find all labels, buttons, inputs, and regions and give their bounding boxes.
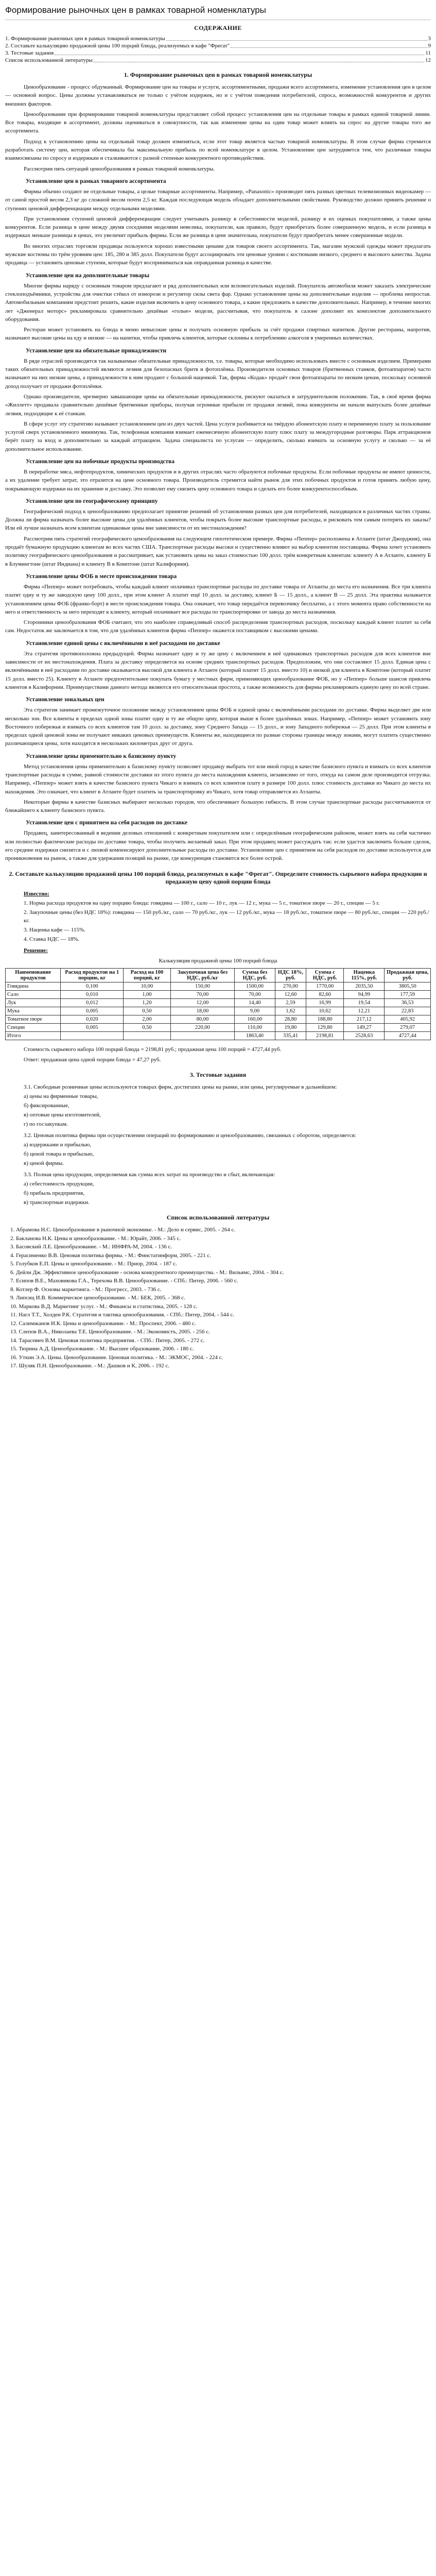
table-cell: 2528,63 xyxy=(344,1031,385,1040)
section-1-title: 1. Формирование рыночных цен в рамках товарной номенклатуры xyxy=(124,71,312,78)
paragraph: Стоимость сырьевого набора 100 порций блюда = 2198,81 руб.; продажная цена 100 порций = 4727,44 руб. xyxy=(24,1046,282,1053)
table-cell: 12,00 xyxy=(170,998,234,1007)
reference-item: 9. Липсиц И.В. Коммерческое ценообразование. - М.: БЕК, 2005. - 368 с. xyxy=(10,1295,185,1301)
reference-item: 6. Дейли Дж. Эффективное ценообразование - основа конкурентного преимущества. - М.: Вильямс, 2004. - 304 с. xyxy=(10,1269,284,1276)
table-cell: Специи xyxy=(6,1023,61,1031)
subsection-title: Установление цен на дополнительные товары xyxy=(26,272,149,279)
paragraph: Сторонники ценообразования ФОБ считают, что это наиболее справедливый способ распределения транспортных расходов, поскольку каждый клиент платит за себя сам. Недостаток же заключается в том, что для удалённых клиентов фирма «Пеппер» окажется поставщиком с высокими ценами. xyxy=(5,619,431,634)
subsection-title: Установление зональных цен xyxy=(26,697,104,703)
table-cell: 10,62 xyxy=(306,1007,344,1015)
table-header-cell: Расход на 100 порций, кг xyxy=(124,968,171,982)
section-1-subsections xyxy=(5,178,431,863)
reference-item: 17. Шуляк П.Н. Ценообразование. - М.: Дашков и К, 2006. - 192 с. xyxy=(10,1363,170,1369)
paragraph: При установлении ступеней ценовой дифференциации следует учитывать разницу в себестоимости моделей, разницу в их оценках покупателями, а также цены конкурентов. Если разница в цене между двумя соседними моделями невелика, покупатели, как правило, будут приобретать более совершенную модель, и если разница в издержках меньше разницы в ценах, это увеличит прибыль фирмы. Если же разница в цене значительна, покупатели будут приобретать менее совершенные модели. xyxy=(5,215,431,239)
table-cell: 2,59 xyxy=(275,998,306,1007)
reference-item: 2. Бакланова Н.К. Цены и ценообразование. - М.: Юрайт, 2006. - 345 с. xyxy=(10,1235,181,1242)
toc-item-page: 11 xyxy=(425,50,431,56)
table-cell: 28,80 xyxy=(275,1015,306,1023)
question-1: 3.1. Свободные розничные цены используются товарах фирм, достигших цены на рынке, или цены, регулируемые в дальнейшем: xyxy=(24,1084,337,1091)
table-cell: 18,00 xyxy=(170,1007,234,1015)
answer-option: б) прибыль предприятия, xyxy=(24,1190,85,1197)
subsection-title: Установление цены применительно к базисному пункту xyxy=(26,753,177,759)
reference-item: 7. Есипов В.Е., Маховикова Г.А., Терехова В.В. Ценообразование. - СПб.: Питер, 2006. - 560 с. xyxy=(10,1278,238,1284)
table-cell: 1,20 xyxy=(124,998,171,1007)
table-cell: 335,41 xyxy=(275,1031,306,1040)
table-header-cell: Продажная цена, руб. xyxy=(385,968,431,982)
reference-item: 8. Котлер Ф. Основы маркетинга. - М.: Прогресс, 2003. - 736 с. xyxy=(10,1286,162,1293)
table-row xyxy=(6,1023,431,1031)
reference-item: 10. Маркова В.Д. Маркетинг услуг. - М.: Финансы и статистика, 2005. - 128 с. xyxy=(10,1303,198,1310)
table-cell: 82,60 xyxy=(306,990,344,998)
table-cell: 94,99 xyxy=(344,990,385,998)
toc-leader xyxy=(55,49,424,55)
table-cell: 0,020 xyxy=(61,1015,124,1023)
table-row xyxy=(6,1015,431,1023)
table-caption: Калькуляция продажной цены 100 порций блюда xyxy=(159,957,277,964)
table-cell: 14,40 xyxy=(235,998,275,1007)
paragraph: Рассмотрим пять стратегий географического ценообразования на следующем гипотетическом примере. Фирма «Пеппер» расположена в Атланте (штат Джорджия), она продаёт бумажную продукцию клиентам во всех частях США. Транспортные расходы высоки и существенно влияют на выбор клиентом поставщика. Фирма хочет установить политику географического ценообразования и рассматривает, как установить цены на заказ стоимостью 100 долл. трём конкретным клиентам: клиенту А в Атланте, клиенту Б в Блумингтоне (штат Индиана) и клиенту В в Комптоне (штат Калифорния). xyxy=(5,535,431,567)
table-cell: 0,005 xyxy=(61,1007,124,1015)
table-cell: 10,00 xyxy=(124,982,171,990)
paragraph: Фирмы обычно создают не отдельные товары, а целые товарные ассортименты. Например, «Panasonic» производит пять разных цветных телевизионных видеокамер — от самой простой весом 2,3 кг до сложной весом почти 2,5 кг. Каждая последующая модель обладает дополнительными свойствами. Руководство должно принять решение о ступенях ценовой дифференциации между отдельными моделями. xyxy=(5,188,431,212)
references-title: Список использованной литературы xyxy=(166,1214,270,1222)
reference-item: 12. Салимжанов И.К. Цены и ценообразование. - М.: Проспект, 2006. - 480 с. xyxy=(10,1320,196,1327)
table-cell: 1770,00 xyxy=(306,982,344,990)
table-row xyxy=(6,1031,431,1040)
table-cell: 1500,00 xyxy=(235,982,275,990)
reference-item: 16. Уткин Э.А. Цены. Ценообразование. Ценовая политика. - М.: ЭКМОС, 2004. - 224 с. xyxy=(10,1354,223,1361)
table-header-cell: Сумма с НДС, руб. xyxy=(306,968,344,982)
table-cell: 188,80 xyxy=(306,1015,344,1023)
given-item: 2. Закупочные цены (без НДС 18%): говядина — 150 руб./кг., сало — 70 руб./кг., лук — 12 руб./кг., мука — 18 руб./кг., томатное пюре — 80 руб./кг., специи — 220 руб./кг. xyxy=(24,909,429,924)
table-cell: 19,80 xyxy=(275,1023,306,1031)
toc-item-label: 1. Формирование рыночных цен в рамках товарной номенклатуры xyxy=(5,36,165,42)
section-2-title: 2. Составьте калькуляцию продажной цены 100 порций блюда, реализуемых в кафе "Фрегат". Определите стоимость сырьевого набора продукции и продажную цену одной порции блюда xyxy=(9,870,427,885)
table-cell: Сало xyxy=(6,990,61,998)
paragraph: Однако производители, чрезмерно завышающие цены на обязательные принадлежности, рискуют оказаться в затруднительном положении. Так, в своё время фирма «Жиллетт» продавала сравнительно дешёвые бритвенные приборы, получая огромные прибыли от продажи лезвий, пока конкуренты не начали выпускать более дешёвые лезвия, подходящие к её станкам. xyxy=(5,393,431,417)
table-cell: 4727,44 xyxy=(385,1031,431,1040)
reference-item: 4. Герасименко В.В. Ценовая политика фирмы. - М.: Финстатинформ, 2005. - 221 с. xyxy=(10,1252,211,1259)
table-cell: Томатное пюре xyxy=(6,1015,61,1023)
table-cell: 1,00 xyxy=(124,990,171,998)
table-cell: 150,00 xyxy=(170,982,234,990)
solution-title: Решение: xyxy=(24,947,48,954)
paragraph: Эта стратегия занимает промежуточное положение между установлением цены ФОБ и единой цены с включёнными расходами по доставке. Фирма выделяет две или несколько зон. Все клиенты в пределах одной зоны платят одну и ту же общую цену, которая выше в более удалённых зонах. Например, «Пеппер» может установить зону Восточного побережья и взимать со всех клиентов там 10 долл. за доставку, зону Среднего Запада — 15 долл., и зону Западного побережья — 25 долл. При этом клиенты в пределах одной ценовой зоны не получают никаких ценовых преимуществ. Клиенты же, находящиеся по разные стороны границы между зонами, могут платить существенно различающиеся цены, хотя находятся в нескольких километрах друг от друга. xyxy=(5,707,431,747)
toc-item-page: 9 xyxy=(428,43,431,49)
page-title: Формирование рыночных цен в рамках товарной номенклатуры xyxy=(5,5,266,15)
table-cell: 110,00 xyxy=(235,1023,275,1031)
table-cell: 129,80 xyxy=(306,1023,344,1031)
paragraph: Метод установления цены применительно к базисному пункту позволяет продавцу выбрать тот или иной город в качестве базисного пункта и взимать со всех клиентов транспортные расходы в сумме, равной стоимости доставки из этого пункта до места нахождения клиента, независимо от того, откуда на самом деле производится отгрузка. Например, «Пеппер» может взять в качестве базисного пункта Чикаго и взимать со всех клиентов плату в размере 100 долл. плюс стоимость доставки из Чикаго до места их нахождения. Это означает, что клиент в Атланте будет платить за транспортировку из Чикаго, хотя товар отправляется из Атланты. xyxy=(5,763,431,795)
subsection-title: Установление цен по географическому принципу xyxy=(26,498,158,504)
reference-item: 13. Слепов В.А., Николаева Т.Е. Ценообразование. - М.: Экономистъ, 2005. - 256 с. xyxy=(10,1329,210,1335)
paragraph: Ресторан может установить на блюда в меню невысокие цены и получать основную прибыль за счёт продажи спиртных напитков. Другие рестораны, напротив, назначают высокие цены на еду и низкие — на напитки, чтобы привлечь клиентов, которые склонны к потреблению алкоголя в умеренных количествах. xyxy=(5,327,431,342)
answer-option: б) ценой товара и прибылью, xyxy=(24,1151,94,1158)
subsection-title: Установление цены ФОБ в месте происхождения товара xyxy=(26,573,177,580)
table-body xyxy=(6,982,431,1040)
table-cell: 22,83 xyxy=(385,1007,431,1015)
question-2-options xyxy=(24,1141,431,1167)
paragraph: Некоторые фирмы в качестве базисных выбирают несколько городов, что обеспечивает большую гибкость. В этом случае транспортные расходы рассчитываются от ближайшего к клиенту базисного пункта. xyxy=(5,799,431,814)
table-cell: 220,00 xyxy=(170,1023,234,1031)
toc-list xyxy=(5,35,431,64)
table-cell xyxy=(124,1031,171,1040)
answer-option: в) транспортные издержки. xyxy=(24,1199,90,1206)
paragraph: В сфере услуг эту стратегию называют установлением цен из двух частей. Цена услуги разбивается на твёрдую абонентскую плату и переменную плату за пользование услугой сверх установленного минимума. Так, телефонная компания взимает ежемесячную абонентскую плату плюс плату за междугородные разговоры. Парк аттракционов берёт плату за вход и дополнительно за каждый аттракцион. Задача специалиста по услугам — определить, сколько взимать за основную услугу и сколько — за её дополнительное использование. xyxy=(5,420,431,452)
toc-item xyxy=(5,35,431,42)
table-cell: 405,92 xyxy=(385,1015,431,1023)
calculation-table xyxy=(5,968,431,1040)
reference-item: 14. Тарасевич В.М. Ценовая политика предприятия. - СПб.: Питер, 2005. - 272 с. xyxy=(10,1337,205,1344)
table-cell: Лук xyxy=(6,998,61,1007)
table-cell: 149,27 xyxy=(344,1023,385,1031)
table-cell: 1,62 xyxy=(275,1007,306,1015)
paragraph: Географический подход к ценообразованию предполагает принятие решений об установлении разных цен для потребителей, находящихся в различных частях страны. Должна ли фирма назначать более высокие цены для удалённых клиентов, чтобы покрыть более высокие транспортные расходы, и рисковать тем самым потерять их заказы? Или ей лучше назначать всем клиентам одинаковые цены вне зависимости от их местонахождения? xyxy=(5,508,431,532)
table-cell: 270,00 xyxy=(275,982,306,990)
table-cell: 0,50 xyxy=(124,1023,171,1031)
table-header-cell: Закупочная цена без НДС, руб./кг xyxy=(170,968,234,982)
table-cell: 177,59 xyxy=(385,990,431,998)
toc-item-label: 3. Тестовые задания xyxy=(5,50,54,56)
table-cell: 0,012 xyxy=(61,998,124,1007)
question-2: 3.2. Ценовая политика фирмы при осуществлении операций по формированию и ценообразованию, связанных с оборотом, определяется: xyxy=(24,1132,356,1139)
toc-item-label: Список использованной литературы xyxy=(5,57,93,63)
subsection-title: Установление единой цены с включёнными в неё расходами по доставке xyxy=(26,640,220,647)
table-cell: 70,00 xyxy=(235,990,275,998)
answer-option: г) по госзакупкам. xyxy=(24,1121,68,1128)
paragraph: В переработке мяса, нефтепродуктов, химических продуктов и в других отраслях часто образуются побочные продукты. Если побочные продукты не имеют ценности, а их удаление требует затрат, это отразится на цене основного товара. Производитель стремится найти рынок для этих побочных продуктов и готов принять любую цену, покрывающую издержки на их хранение и доставку. Это позволит ему снизить цену основного товара и сделать его более конкурентоспособным. xyxy=(5,468,431,492)
section-1-intro xyxy=(5,83,431,173)
table-cell: 80,00 xyxy=(170,1015,234,1023)
table-cell: 2198,81 xyxy=(306,1031,344,1040)
reference-item: 11. Нагл Т.Т., Холден Р.К. Стратегия и тактика ценообразования. - СПб.: Питер, 2004. - 544 с. xyxy=(10,1312,235,1318)
question-3: 3.3. Полная цена продукции, определяемая как сумма всех затрат на производство и сбыт, включающая: xyxy=(24,1172,275,1178)
question-3-options xyxy=(24,1180,431,1207)
paragraph: В ряде отраслей производятся так называемые обязательные принадлежности, т.е. товары, которые необходимо использовать вместе с основным изделием. Примерами таких обязательных принадлежностей являются лезвия для безопасных бритв и фотоплёнка. Производители основных товаров (бритвенных станков, фотоаппаратов) часто назначают на них низкие цены, а принадлежности к ним продают с большой наценкой. Так, фирма «Кодак» продаёт свои фотоаппараты по низким ценам, поскольку основной доход получает от продажи фотоплёнки. xyxy=(5,358,431,389)
toc-item xyxy=(5,57,431,64)
given-item: 3. Наценка кафе — 115%. xyxy=(24,926,85,933)
table-header-cell: НДС 18%, руб. xyxy=(275,968,306,982)
table-cell: 2035,50 xyxy=(344,982,385,990)
table-row xyxy=(6,1007,431,1015)
table-cell: 16,99 xyxy=(306,998,344,1007)
toc-item-label: 2. Составьте калькуляцию продажной цены 100 порций блюда, реализуемых в кафе "Фрегат" xyxy=(5,43,230,49)
paragraph: Ценообразование при формировании товарной номенклатуры представляет собой процесс установления цен на отдельные товары в рамках единой товарной линии. Все товары, входящие в ассортимент, должны оцениваться в совокупности, так как изменение цены на один товар может влиять на спрос на другие товары того же ассортимента. xyxy=(5,111,431,134)
subsection-title: Установление цен на побочные продукты производства xyxy=(26,458,175,465)
table-cell xyxy=(170,1031,234,1040)
reference-item: 3. Басовский Л.Е. Ценообразование. - М.: ИНФРА-М, 2004. - 136 с. xyxy=(10,1244,172,1250)
paragraph: Эта стратегия противоположна предыдущей. Фирма назначает одну и ту же цену с включением в неё одинаковых транспортных расходов для всех клиентов вне зависимости от их местонахождения. Плата за доставку определяется на основе средних транспортных расходов. Предположим, что они составляют 15 долл. Единая цена с включёнными в неё расходами по доставке оказывается высокой для клиента в Атланте (который платит 15 долл. вместо 10) и низкой для клиента в Комптоне (который платит 15 долл. вместо 25). Клиенту в Атланте предпочтительнее покупать бумагу у местных фирм, применяющих ценообразование ФОБ, но у «Пеппер» больше шансов привлечь клиентов в Калифорнии. Преимуществами данного метода являются его относительная простота, а также возможность для фирмы рекламировать единую цену по всей стране. xyxy=(5,650,431,690)
table-row xyxy=(6,982,431,990)
task-given xyxy=(24,890,431,955)
toc-title: СОДЕРЖАНИЕ xyxy=(194,24,242,31)
given-title: Известно: xyxy=(24,890,49,897)
table-cell: 0,010 xyxy=(61,990,124,998)
table-header-cell: Расход продуктов на 1 порцию, кг xyxy=(61,968,124,982)
given-item: 4. Ставка НДС — 18%. xyxy=(24,936,80,942)
table-row xyxy=(6,998,431,1007)
paragraph: Ценообразование - процесс обдуманный. Формирование цен на товары и услуги, ассортиментными, продажи всего ассортимента, изменение установления цен в целом — основной вопрос. Цены должны устанавливаться не только с учётом издержек, но и с учётом поведения потребителей, спроса, возможностей конкурентов и других внешних факторов. xyxy=(5,84,431,107)
table-cell: Мука xyxy=(6,1007,61,1015)
toc-leader xyxy=(94,57,424,62)
paragraph: Во многих отраслях торговли продавцы пользуются хорошо известными ценами для товаров своего ассортимента. Так, магазин мужской одежды может предлагать мужские костюмы по трём уровням цен: 185, 280 и 385 долл. Покупатели будут ассоциировать эти ценовые уровни с костюмами низкого, среднего и высокого качества. Задача продавца — установить ценовые ступени, которые будут восприниматься как оправданная разница в качестве. xyxy=(5,243,431,266)
subsection-title: Установление цен с принятием на себя расходов по доставке xyxy=(26,820,188,826)
table-header-cell: Сумма без НДС, руб. xyxy=(235,968,275,982)
references-list xyxy=(5,1226,431,1370)
table-cell: 3805,50 xyxy=(385,982,431,990)
table-header-row xyxy=(6,968,431,982)
paragraph: Ответ: продажная цена одной порции блюда = 47,27 руб. xyxy=(24,1056,161,1063)
toc-leader xyxy=(231,42,427,48)
subsection-title: Установление цен на обязательные принадлежности xyxy=(26,347,167,354)
paragraph: Многие фирмы наряду с основным товаром предлагают и ряд дополнительных или вспомогательных изделий. Покупатель автомобиля может заказать электрические стеклоподъёмники, устройства для очистки стёкол от изморози и регулятор силы света фар. Однако установление цены на дополнительные изделия — проблема непростая. Автомобильным компаниям предстоит решить, какие изделия включить в цену основного товара, а какие предложить в качестве дополнительных. Например, в течение многих лет «Дженерал моторс» рекламировала сравнительно дешёвые «голые» модели, рассчитывая, что покупатель в салоне дополнит их комплектом дополнительного оборудования. xyxy=(5,282,431,323)
table-cell: 9,00 xyxy=(235,1007,275,1015)
reference-item: 5. Голубков Е.П. Цены и ценообразование. - М.: Приор, 2004. - 187 с. xyxy=(10,1261,177,1267)
toc-item xyxy=(5,49,431,57)
reference-item: 1. Абрамова Н.С. Ценообразование в рыночной экономике. - М.: Дело и сервис, 2005. - 264 с. xyxy=(10,1227,236,1233)
table-cell: Говядина xyxy=(6,982,61,990)
table-cell: 36,53 xyxy=(385,998,431,1007)
table-cell: 160,00 xyxy=(235,1015,275,1023)
given-list xyxy=(24,899,431,943)
answer-option: а) себестоимость продукции, xyxy=(24,1181,94,1188)
answer-option: а) издержками и прибылью, xyxy=(24,1142,91,1148)
table-row xyxy=(6,990,431,998)
table-cell xyxy=(61,1031,124,1040)
paragraph: Фирма «Пеппер» может потребовать, чтобы каждый клиент оплачивал транспортные расходы по доставке товара от Атланты до места его назначения. Все три клиента платят одну и ту же заводскую цену 100 долл., при этом клиент А платит ещё 10 долл. за доставку, клиент Б — 15 долл., а клиент В — 25 долл. Эта практика называется установлением цены ФОБ (франко-борт) в месте происхождения товара. Она означает, что товар передаётся перевозчику бесплатно, а с этого момента право собственности на него и ответственность за него переходят к клиенту, который оплачивает все расходы по транспортировке от завода до места назначения. xyxy=(5,583,431,615)
table-cell: 2,00 xyxy=(124,1015,171,1023)
toc-item xyxy=(5,42,431,49)
table-header-cell: Наименование продуктов xyxy=(6,968,61,982)
reference-item: 15. Тюрина А.Д. Ценообразование. - М.: Высшее образование, 2006. - 180 с. xyxy=(10,1346,194,1352)
table-cell: 0,50 xyxy=(124,1007,171,1015)
section-2-notes xyxy=(5,1045,431,1064)
table-cell: 12,60 xyxy=(275,990,306,998)
table-cell: 1863,40 xyxy=(235,1031,275,1040)
table-cell: 279,07 xyxy=(385,1023,431,1031)
paragraph: Продавец, заинтересованный в ведении деловых отношений с конкретным покупателем или с определённым географическим районом, может взять на себя частично или полностью фактические расходы по доставке товара, чтобы получить желаемый заказ. При этом продавец может рассуждать так: если удастся заключить больше сделок, его средние издержки снизятся и с лихвой компенсируют дополнительные расходы по доставке. Установление цен с принятием на себя расходов по доставке используется для проникновения на рынок, а также для удержания позиций на рынке, где конкуренция становится все более острой. xyxy=(5,830,431,862)
toc-item-page: 3 xyxy=(428,36,431,42)
table-of-contents xyxy=(5,24,431,64)
toc-leader xyxy=(166,35,427,41)
answer-option: в) оптовые цены изготовителей, xyxy=(24,1112,101,1118)
table-header-cell: Наценка 115%, руб. xyxy=(344,968,385,982)
table-cell: 0,100 xyxy=(61,982,124,990)
paragraph: Рассмотрим пять ситуаций ценообразования в рамках товарной номенклатуры. xyxy=(24,165,215,172)
answer-option: б) фиксированные, xyxy=(24,1103,69,1109)
table-cell: 19,54 xyxy=(344,998,385,1007)
toc-item-page: 12 xyxy=(425,57,431,63)
table-cell: 0,005 xyxy=(61,1023,124,1031)
question-1-options xyxy=(24,1092,431,1128)
table-cell: 217,12 xyxy=(344,1015,385,1023)
answer-option: а) цены на фирменные товары, xyxy=(24,1093,98,1100)
section-3-title: 3. Тестовые задания xyxy=(189,1071,247,1079)
given-item: 1. Норма расхода продуктов на одну порцию блюда: говядина — 100 г., сало — 10 г., лук — 12 г., мука — 5 г., томатное пюре — 20 г., специи — 5 г. xyxy=(24,900,380,906)
table-cell: 12,21 xyxy=(344,1007,385,1015)
answer-option: в) ценой фирмы. xyxy=(24,1160,64,1167)
paragraph: Подход к установлению цены на отдельный товар должен изменяться, если этот товар является частью товарной номенклатуры. В этом случае фирма стремится разработать систему цен, которая обеспечивала бы максимальную прибыль по всей номенклатуре в целом. Установление цен затрудняется тем, что различные товары взаимосвязаны по спросу и издержкам и сталкиваются с разной степенью конкурентного противодействия. xyxy=(5,138,431,162)
test-tasks xyxy=(24,1083,431,1207)
subsection-title: Установление цен в рамках товарного ассортимента xyxy=(26,178,166,184)
table-cell: Итого xyxy=(6,1031,61,1040)
table-cell: 70,00 xyxy=(170,990,234,998)
